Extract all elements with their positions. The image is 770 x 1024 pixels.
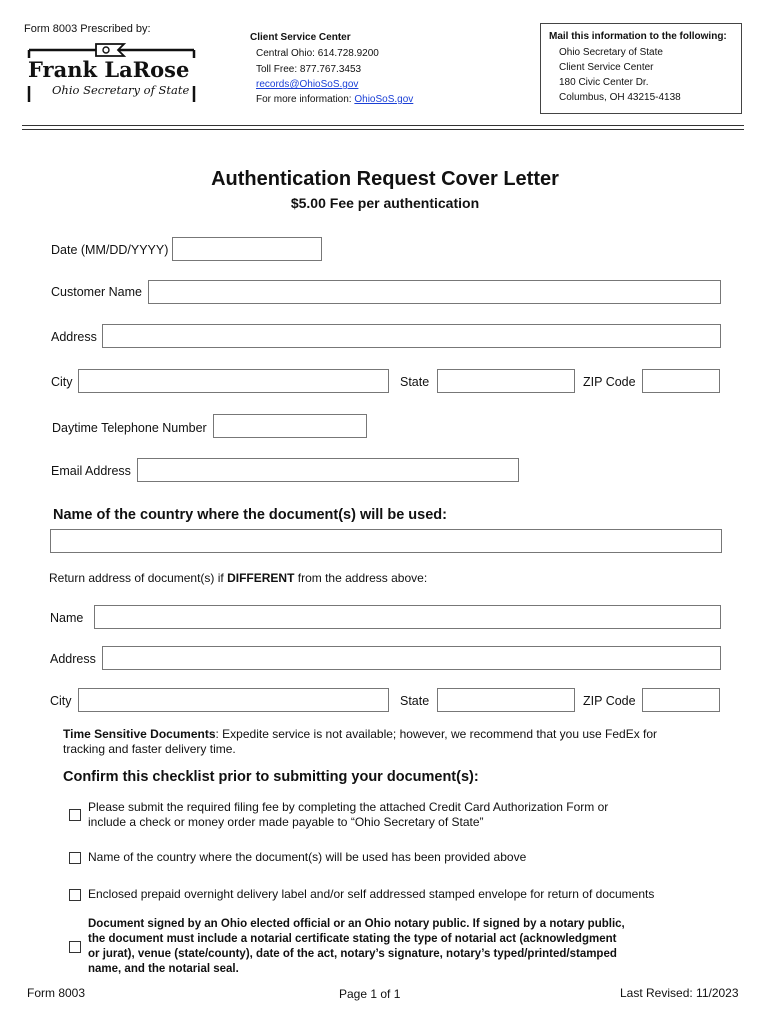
phone-label: Daytime Telephone Number [52,421,207,435]
time-sensitive-note [63,727,723,757]
return-city-input[interactable] [78,688,389,712]
logo-name: Frank LaRose [28,57,190,82]
state-label: State [400,375,430,389]
city-label: City [51,375,73,389]
country-input[interactable] [50,529,722,553]
footer-last-revised: Last Revised: 11/2023 [620,986,739,1000]
return-intro-pre: Return address of document(s) if [49,571,228,585]
header-divider-bottom [22,129,744,130]
signature-line-1: Document signed by an Ohio elected official or an Ohio notary public. If signed by a notary public, [88,918,625,930]
checklist-checkbox-delivery[interactable] [69,889,81,901]
checklist-item-signature [88,917,625,977]
footer-page-number: Page 1 of 1 [339,987,401,1001]
signature-line-4: name, and the notarial seal. [88,963,239,975]
csc-tollfree-phone: Toll Free: 877.767.3453 [256,64,362,75]
form-prescribed-label: Form 8003 Prescribed by: [24,23,151,35]
mail-line-3: 180 Civic Center Dr. [559,77,649,88]
address-label: Address [51,330,97,344]
header-divider-top [22,125,744,126]
mail-line-2: Client Service Center [559,62,654,73]
return-intro [49,571,427,585]
fee-line-2: include a check or money order made payable to “Ohio Secretary of State” [88,815,484,829]
csc-central-phone: Central Ohio: 614.728.9200 [256,48,379,59]
mail-line-4: Columbus, OH 43215-4138 [559,92,681,103]
checklist-checkbox-signature[interactable] [69,941,81,953]
return-city-label: City [50,694,72,708]
return-intro-bold: DIFFERENT [227,571,295,585]
return-zip-input[interactable] [642,688,720,712]
checklist-checkbox-country[interactable] [69,852,81,864]
email-label: Email Address [51,464,131,478]
page-title: Authentication Request Cover Letter [211,168,559,190]
zip-input[interactable] [642,369,720,393]
logo-title: Ohio Secretary of State [52,83,190,97]
footer-form-number: Form 8003 [27,986,86,1000]
customer-name-label: Customer Name [51,285,142,299]
checklist-item-country: Name of the country where the document(s) will be used has been provided above [88,850,527,864]
time-sensitive-bold: Time Sensitive Documents [63,727,216,741]
page-subtitle: $5.00 Fee per authentication [290,195,480,211]
phone-input[interactable] [213,414,367,438]
csc-email-link[interactable]: records@OhioSoS.gov [256,79,359,90]
country-heading: Name of the country where the document(s) will be used: [53,507,447,523]
checklist-item-fee [88,800,608,830]
checklist-heading: Confirm this checklist prior to submitting your document(s): [63,769,479,785]
return-zip-label: ZIP Code [583,694,636,708]
return-state-label: State [400,694,430,708]
csc-more-info [256,92,413,107]
mail-line-1: Ohio Secretary of State [559,47,663,58]
time-sensitive-line2: tracking and faster delivery time. [63,742,236,756]
signature-line-3: or jurat), venue (state/county), date of the act, notary’s signature, notary’s typed/printed/stamped [88,948,617,960]
csc-title: Client Service Center [250,32,351,43]
return-name-label: Name [50,611,84,625]
return-name-input[interactable] [94,605,721,629]
customer-name-input[interactable] [148,280,721,304]
csc-more-prefix: For more information: [256,94,355,105]
ohiosos-link[interactable]: OhioSoS.gov [354,94,414,105]
return-address-input[interactable] [102,646,721,670]
city-input[interactable] [78,369,389,393]
zip-label: ZIP Code [583,375,636,389]
state-input[interactable] [437,369,575,393]
address-input[interactable] [102,324,721,348]
signature-line-2: the document must include a notarial certificate stating the type of notarial act (acknowledgment [88,933,617,945]
email-input[interactable] [137,458,519,482]
fee-line-1: Please submit the required filing fee by completing the attached Credit Card Authorization Form or [88,800,609,814]
return-intro-post: from the address above: [294,571,428,585]
checklist-checkbox-fee[interactable] [69,809,81,821]
date-input[interactable] [172,237,322,261]
date-label: Date (MM/DD/YYYY) [51,243,169,257]
return-address-label: Address [50,652,96,666]
return-state-input[interactable] [437,688,575,712]
time-sensitive-line1: : Expedite service is not available; however, we recommend that you use FedEx for [215,727,658,741]
checklist-item-delivery: Enclosed prepaid overnight delivery label and/or self addressed stamped envelope for return of documents [88,887,655,901]
mail-title: Mail this information to the following: [549,31,727,42]
